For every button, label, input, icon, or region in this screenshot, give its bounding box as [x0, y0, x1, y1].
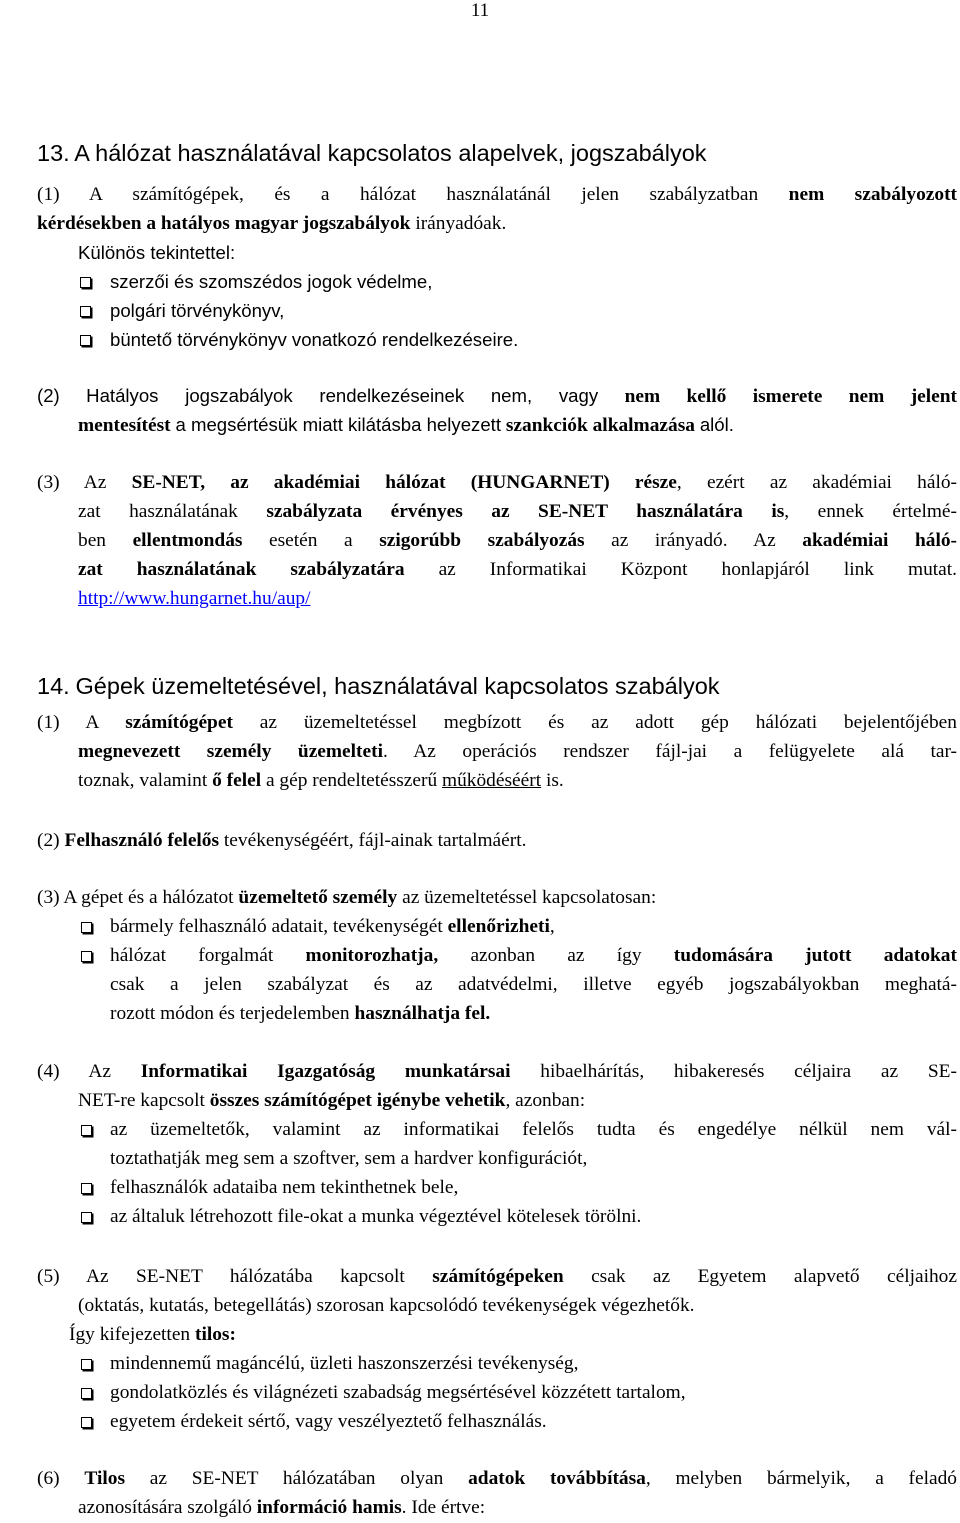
list-item: büntető törvénykönyv vonatkozó rendelkezéseire. — [37, 325, 957, 354]
checkbox-bullet-icon — [81, 951, 92, 962]
checkbox-bullet-icon — [80, 335, 91, 346]
sec13-paragraph-2 — [37, 381, 957, 439]
sec13-p3-line-3: ben ellentmondás esetén a szigorúbb szabályozás az irányadó. Az akadémiai háló- — [78, 530, 958, 551]
sec14-p6-line-1: (6) Tilos az SE-NET hálózatában olyan adatok továbbítása, melyben bármelyik, a feladó — [37, 1468, 957, 1489]
sec14-p1-line-2: megnevezett személy üzemelteti. Az operációs rendszer fájl-jai a felügyelete alá tar- — [78, 741, 958, 762]
sec14-p5-line-3: Így kifejezetten tilos: — [69, 1324, 236, 1345]
list-item: az általuk létrehozott file-okat a munka végeztével kötelesek törölni. — [37, 1202, 957, 1231]
list-item: polgári törvénykönyv, — [37, 296, 957, 325]
list-item: egyetem érdekeit sértő, vagy veszélyeztető felhasználás. — [37, 1407, 957, 1436]
sec13-p2-line-1: (2) Hatályos jogszabályok rendelkezéseinek nem, vagy nem kellő ismerete nem jelent — [37, 385, 957, 407]
sec13-p1-line-1: (1) A számítógépek, és a hálózat használatánál jelen szabályzatban nem szabályozott — [37, 184, 957, 205]
sec13-p1-intro: Különös tekintettel: — [78, 242, 236, 263]
sec13-p3-line-2: zat használatának szabályzata érvényes az SE-NET használatára is, ennek értelmé- — [78, 501, 957, 522]
sec14-p4-bullet-1-line-2: toztathatják meg sem a szoftver, sem a hardver konfigurációt, — [110, 1148, 588, 1169]
sec14-p3-bullet-2-line-2: csak a jelen szabályzat és az adatvédelmi, illetve egyéb jogszabályokban meghatá- — [110, 974, 957, 995]
checkbox-bullet-icon — [81, 1212, 92, 1223]
list-item: mindennemű magáncélú, üzleti haszonszerzési tevékenység, — [37, 1349, 957, 1378]
sec14-p4-line-2: NET-re kapcsolt összes számítógépet igénybe vehetik, azonban: — [78, 1090, 586, 1111]
list-item: szerzői és szomszédos jogok védelme, — [37, 267, 957, 296]
sec14-p1-line-1: (1) A számítógépet az üzemeltetéssel megbízott és az adott gép hálózati bejelentőjében — [37, 712, 957, 733]
sec13-paragraph-3 — [37, 468, 957, 613]
checkbox-bullet-icon — [81, 1388, 92, 1399]
sec14-paragraph-5 — [37, 1262, 957, 1436]
section-14-heading — [37, 670, 957, 702]
sec13-p3-line-1: (3) Az SE-NET, az akadémiai hálózat (HUNGARNET) része, ezért az akadémiai háló- — [37, 472, 958, 493]
sec14-p3-bullet-2-line-3: rozott módon és terjedelemben használhatja fel. — [110, 1003, 491, 1024]
checkbox-bullet-icon — [80, 277, 91, 288]
sec14-p4-line-1: (4) Az Informatikai Igazgatóság munkatársai hibaelhárítás, hibakeresés céljaira az SE- — [37, 1061, 957, 1082]
sec13-p3-line-5 — [37, 584, 957, 613]
checkbox-bullet-icon — [81, 922, 92, 933]
sec14-paragraph-6 — [37, 1464, 957, 1522]
sec14-paragraph-4 — [37, 1057, 957, 1231]
sec13-paragraph-1 — [37, 180, 957, 354]
sec13-p3-line-4: zat használatának szabályzatára az Informatikai Központ honlapjáról link mutat. — [78, 559, 957, 580]
checkbox-bullet-icon — [81, 1359, 92, 1370]
hungarnet-aup-link[interactable]: http://www.hungarnet.hu/aup/ — [78, 588, 311, 609]
checkbox-bullet-icon — [81, 1183, 92, 1194]
sec14-p2-line-1: (2) Felhasználó felelős tevékenységéért, fájl-ainak tartalmáért. — [37, 830, 527, 851]
sec14-p3-line-1: (3) A gépet és a hálózatot üzemeltető személy az üzemeltetéssel kapcsolatosan: — [37, 887, 657, 908]
list-item: hálózat forgalmát monitorozhatja, azonban az így tudomására jutott adatokat — [37, 941, 957, 970]
sec13-p2-line-2: mentesítést a megsértésük miatt kilátásba helyezett szankciók alkalmazása alól. — [78, 414, 734, 436]
section-13-number: 13. — [37, 140, 70, 166]
sec14-paragraph-3 — [37, 883, 957, 1028]
page-number: 11 — [470, 0, 490, 21]
sec13-p1-line-2: kérdésekben a hatályos magyar jogszabályok irányadóak. — [37, 213, 507, 234]
checkbox-bullet-icon — [81, 1125, 92, 1136]
checkbox-bullet-icon — [81, 1417, 92, 1428]
section-13-heading — [37, 137, 957, 169]
section-14-title: Gépek üzemeltetésével, használatával kapcsolatos szabályok — [75, 673, 720, 699]
sec14-p5-line-1: (5) Az SE-NET hálózatába kapcsolt számítógépeken csak az Egyetem alapvető céljaihoz — [37, 1266, 957, 1287]
sec14-p6-line-2: azonosítására szolgáló információ hamis. Ide értve: — [78, 1497, 486, 1518]
sec14-paragraph-2 — [37, 826, 957, 855]
checkbox-bullet-icon — [80, 306, 91, 317]
sec14-p5-line-2: (oktatás, kutatás, betegellátás) szorosan kapcsolódó tevékenységek végezhetők. — [78, 1295, 695, 1316]
list-item: az üzemeltetők, valamint az informatikai felelős tudta és engedélye nélkül nem vál- — [37, 1115, 957, 1144]
sec14-p1-line-3: toznak, valamint ő felel a gép rendeltetésszerű működéséért is. — [78, 770, 564, 791]
list-item: bármely felhasználó adatait, tevékenységét ellenőrizheti, — [37, 912, 957, 941]
section-14-number: 14. — [37, 673, 70, 699]
list-item: felhasználók adataiba nem tekinthetnek bele, — [37, 1173, 957, 1202]
sec14-paragraph-1 — [37, 708, 957, 795]
list-item: gondolatközlés és világnézeti szabadság megsértésével közzétett tartalom, — [37, 1378, 957, 1407]
section-13-title: A hálózat használatával kapcsolatos alapelvek, jogszabályok — [74, 140, 707, 166]
